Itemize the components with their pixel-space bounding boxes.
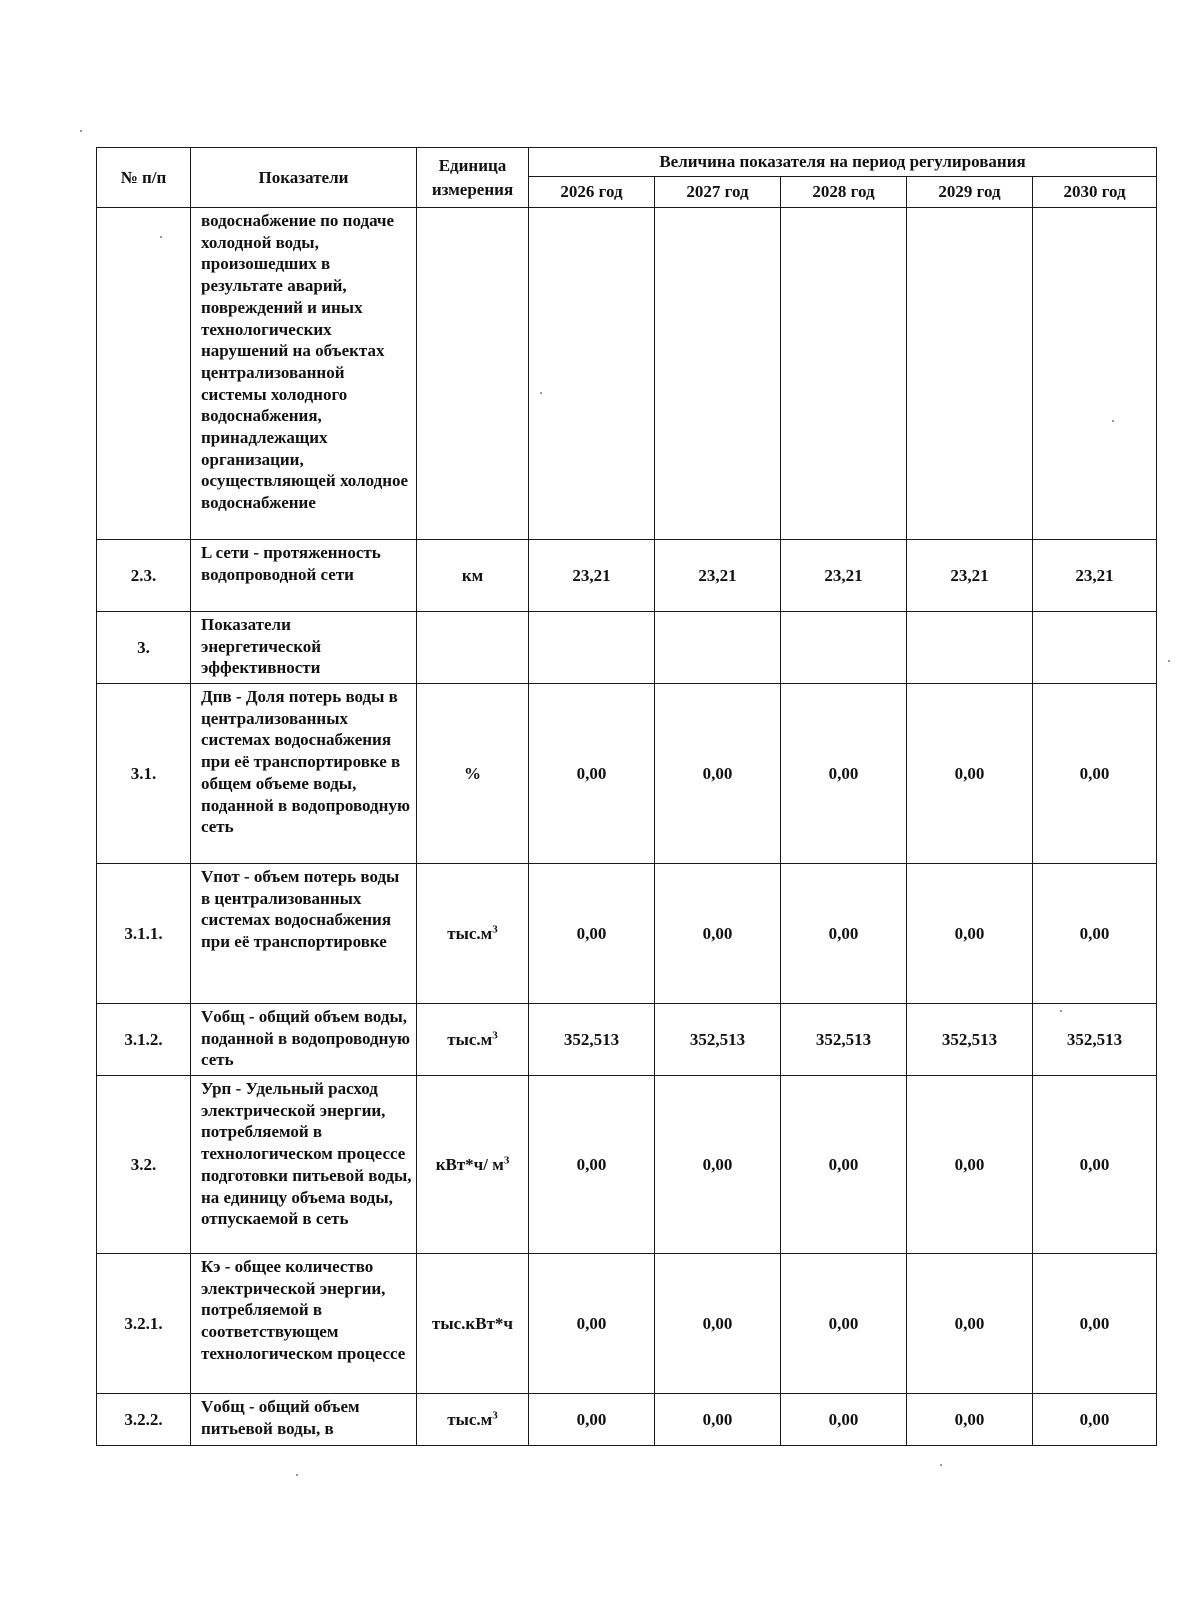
indicator-name: Урп - Удельный расход электрической энергии, потребляемой в технологическом процессе подготовки питьевой воды, на единицу объема воды, отпускаемой в сеть <box>191 1076 417 1254</box>
row-number: 3.1.2. <box>97 1004 191 1076</box>
value-cell: 0,00 <box>781 1254 907 1394</box>
value-cell: 0,00 <box>529 1076 655 1254</box>
value-cell: 352,513 <box>907 1004 1033 1076</box>
value-cell: 352,513 <box>1033 1004 1157 1076</box>
unit-cell <box>417 612 529 684</box>
value-cell: 0,00 <box>1033 1254 1157 1394</box>
header-indicator: Показатели <box>191 148 417 208</box>
table-row <box>97 864 1157 1004</box>
value-cell: 23,21 <box>529 540 655 612</box>
unit-superscript: 3 <box>492 922 498 935</box>
header-year: 2028 год <box>781 177 907 208</box>
value-cell: 0,00 <box>529 1254 655 1394</box>
indicators-table <box>96 147 1157 1446</box>
unit-text: тыс.м <box>447 923 493 943</box>
table-row <box>97 1254 1157 1394</box>
value-cell: 0,00 <box>907 684 1033 864</box>
value-cell: 0,00 <box>907 1254 1033 1394</box>
indicator-name: L сети - протяженность водопроводной сети <box>191 540 417 612</box>
value-cell: 23,21 <box>907 540 1033 612</box>
value-cell: 0,00 <box>655 1394 781 1446</box>
value-cell: 23,21 <box>781 540 907 612</box>
unit-cell <box>417 1004 529 1076</box>
value-cell <box>1033 208 1157 540</box>
value-cell: 23,21 <box>1033 540 1157 612</box>
header-year: 2027 год <box>655 177 781 208</box>
indicator-name: Vпот - объем потерь воды в централизованных системах водоснабжения при её транспортировке <box>191 864 417 1004</box>
header-period: Величина показателя на период регулирования <box>529 148 1157 177</box>
value-cell: 0,00 <box>907 1394 1033 1446</box>
row-number: 3.1. <box>97 684 191 864</box>
indicator-name: Vобщ - общий объем питьевой воды, в <box>191 1394 417 1446</box>
indicator-name: Vобщ - общий объем воды, поданной в водопроводную сеть <box>191 1004 417 1076</box>
value-cell: 0,00 <box>781 684 907 864</box>
value-cell <box>529 208 655 540</box>
row-number: 3.2.1. <box>97 1254 191 1394</box>
header-year: 2026 год <box>529 177 655 208</box>
header-unit-line2: измерения <box>431 179 514 199</box>
table-row <box>97 684 1157 864</box>
scan-speck <box>160 236 162 238</box>
header-row-1 <box>97 148 1157 177</box>
value-cell <box>781 208 907 540</box>
value-cell <box>655 612 781 684</box>
row-number: 3.1.1. <box>97 864 191 1004</box>
value-cell <box>655 208 781 540</box>
value-cell <box>529 612 655 684</box>
value-cell <box>907 208 1033 540</box>
row-number: 3. <box>97 612 191 684</box>
unit-text: тыс.м <box>447 1029 493 1049</box>
value-cell: 0,00 <box>781 1076 907 1254</box>
value-cell: 0,00 <box>1033 1394 1157 1446</box>
table-row <box>97 1394 1157 1446</box>
unit-text: км <box>461 565 484 585</box>
unit-cell <box>417 1254 529 1394</box>
value-cell: 0,00 <box>1033 1076 1157 1254</box>
unit-text: % <box>464 763 481 783</box>
scan-speck <box>540 392 542 394</box>
value-cell: 0,00 <box>655 684 781 864</box>
indicator-name: Дпв - Доля потерь воды в централизованных системах водоснабжения при её транспортировке в общем объеме воды, поданной в водопроводную сеть <box>191 684 417 864</box>
value-cell: 352,513 <box>655 1004 781 1076</box>
row-number: 3.2.2. <box>97 1394 191 1446</box>
indicator-name: водоснабжение по подаче холодной воды, произошедших в результате аварий, повреждений и иных технологических нарушений на объектах централизованной системы холодного водоснабжения, принадлежащих организации, осуществляющей холодное водоснабжение <box>191 208 417 540</box>
unit-cell <box>417 684 529 864</box>
unit-superscript: 3 <box>503 1153 510 1166</box>
value-cell: 0,00 <box>907 864 1033 1004</box>
unit-cell <box>417 1076 529 1254</box>
scan-speck <box>296 1474 298 1476</box>
value-cell: 352,513 <box>781 1004 907 1076</box>
value-cell: 0,00 <box>907 1076 1033 1254</box>
header-num: № п/п <box>97 148 191 208</box>
unit-superscript: 3 <box>492 1408 498 1421</box>
scan-speck <box>940 1464 942 1466</box>
unit-cell <box>417 864 529 1004</box>
value-cell: 0,00 <box>529 684 655 864</box>
table-row <box>97 208 1157 540</box>
value-cell: 352,513 <box>529 1004 655 1076</box>
row-number: 2.3. <box>97 540 191 612</box>
table-row <box>97 1004 1157 1076</box>
value-cell: 0,00 <box>655 1254 781 1394</box>
value-cell <box>781 612 907 684</box>
header-year: 2029 год <box>907 177 1033 208</box>
unit-superscript: 3 <box>492 1028 498 1041</box>
value-cell <box>907 612 1033 684</box>
table-row <box>97 540 1157 612</box>
scan-speck <box>1060 1010 1062 1012</box>
header-unit-line1: Единица <box>438 155 507 175</box>
value-cell: 0,00 <box>655 1076 781 1254</box>
row-number <box>97 208 191 540</box>
value-cell: 0,00 <box>1033 864 1157 1004</box>
table-row <box>97 612 1157 684</box>
unit-text: тыс.кВт*ч <box>432 1313 513 1333</box>
value-cell: 0,00 <box>1033 684 1157 864</box>
unit-cell <box>417 208 529 540</box>
unit-cell <box>417 1394 529 1446</box>
unit-text: кВт*ч/ м <box>435 1154 504 1174</box>
value-cell <box>1033 612 1157 684</box>
value-cell: 0,00 <box>529 1394 655 1446</box>
value-cell: 0,00 <box>781 864 907 1004</box>
value-cell: 0,00 <box>529 864 655 1004</box>
row-number: 3.2. <box>97 1076 191 1254</box>
table-row <box>97 1076 1157 1254</box>
value-cell: 0,00 <box>655 864 781 1004</box>
unit-cell <box>417 540 529 612</box>
unit-text: тыс.м <box>447 1409 493 1429</box>
header-year: 2030 год <box>1033 177 1157 208</box>
scan-speck <box>80 130 82 132</box>
indicator-name: Показатели энергетической эффективности <box>191 612 417 684</box>
value-cell: 0,00 <box>781 1394 907 1446</box>
indicator-name: Кэ - общее количество электрической энергии, потребляемой в соответствующем технологическом процессе <box>191 1254 417 1394</box>
scan-speck <box>1112 420 1114 422</box>
value-cell: 23,21 <box>655 540 781 612</box>
scan-speck <box>1168 660 1170 662</box>
header-unit <box>417 148 529 208</box>
